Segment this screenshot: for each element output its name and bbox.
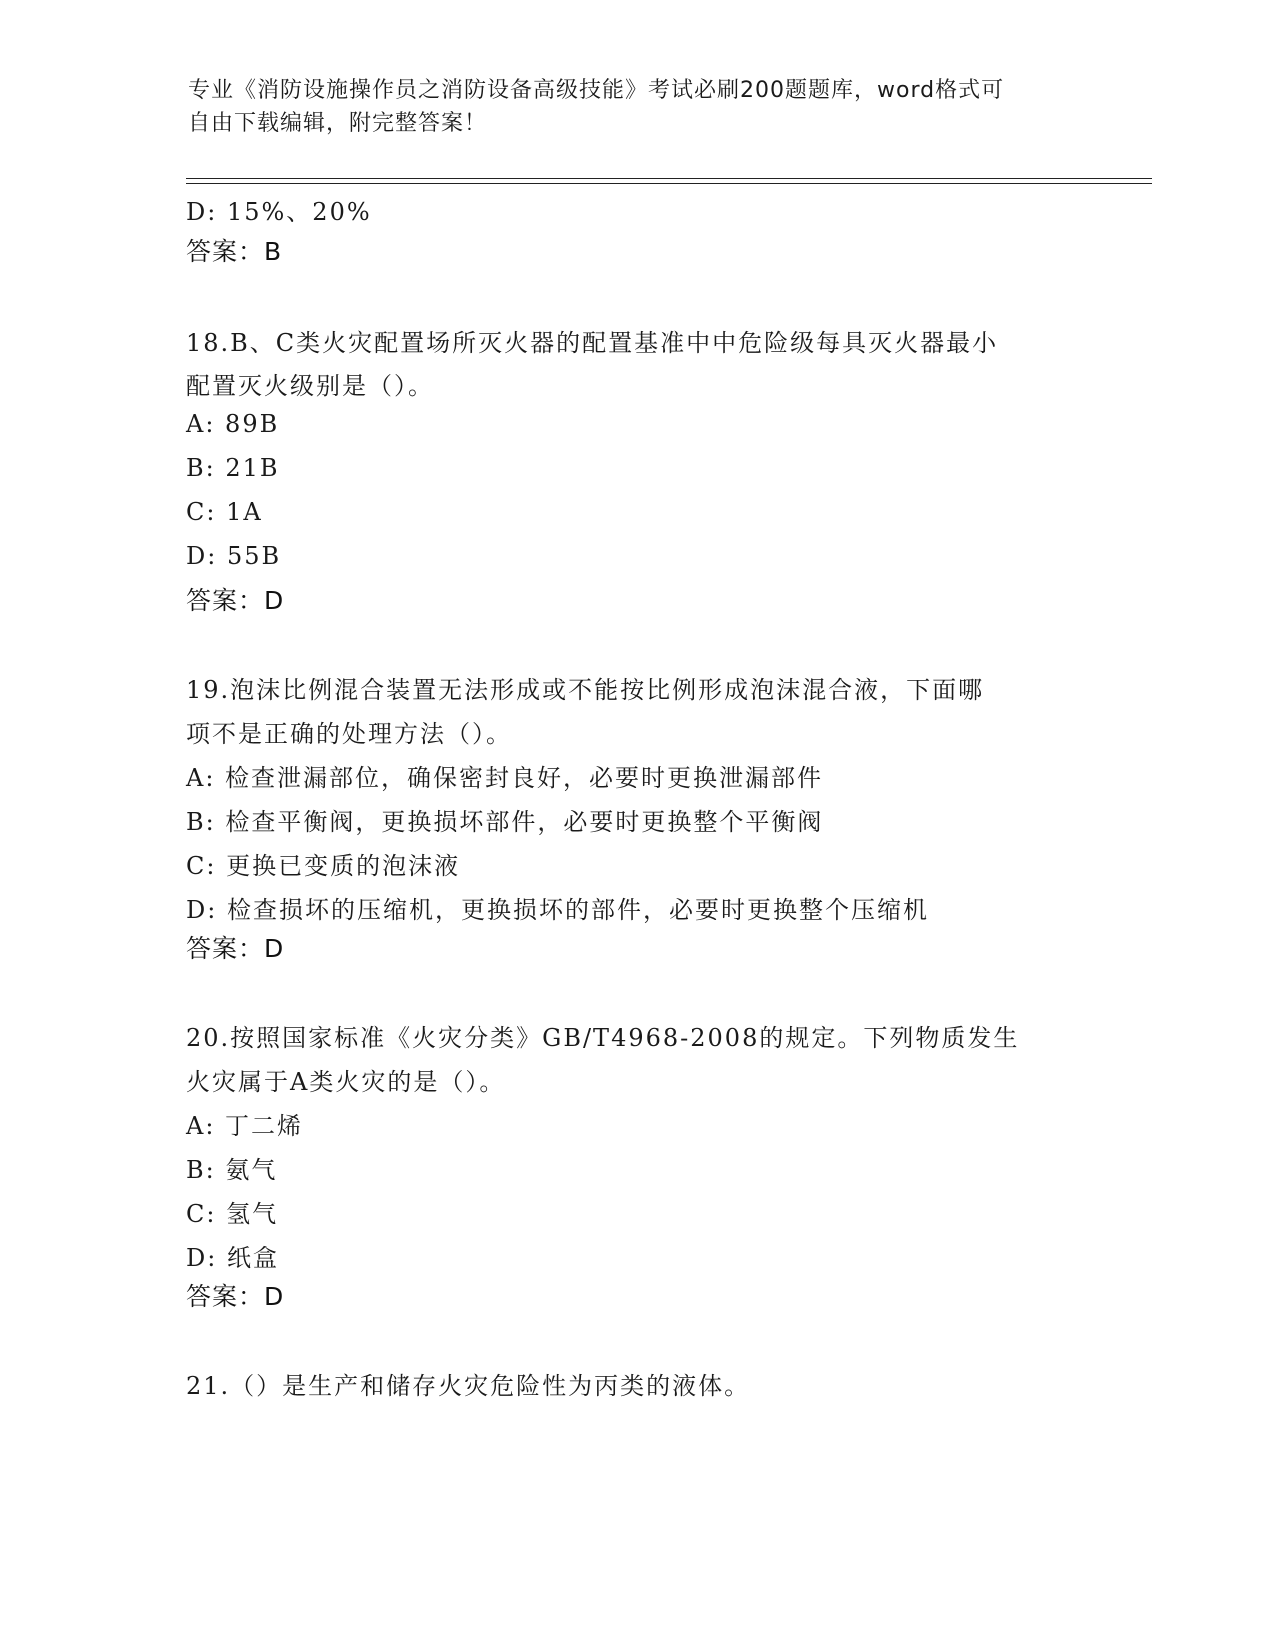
q20-option-a: A: 丁二烯 xyxy=(186,1112,304,1140)
q18-option-d: D: 55B xyxy=(186,542,282,570)
q20-option-b: B: 氨气 xyxy=(186,1156,278,1184)
header-divider-bottom xyxy=(186,183,1152,184)
q19-option-c: C: 更换已变质的泡沫液 xyxy=(186,852,461,880)
q20-stem-line-1: 20.按照国家标准《火灾分类》GB/T4968-2008的规定。下列物质发生 xyxy=(186,1024,1020,1052)
header-line-2: 自由下载编辑，附完整答案！ xyxy=(188,111,488,136)
q19-stem-line-2: 项不是正确的处理方法（）。 xyxy=(186,720,512,748)
q19-option-b: B: 检查平衡阀，更换损坏部件，必要时更换整个平衡阀 xyxy=(186,808,824,836)
q18-option-a: A: 89B xyxy=(186,410,280,438)
q20-option-c: C: 氢气 xyxy=(186,1200,279,1228)
q18-answer: 答案：D xyxy=(186,586,285,615)
q18-option-c: C: 1A xyxy=(186,498,263,526)
q19-option-a: A: 检查泄漏部位，确保密封良好，必要时更换泄漏部件 xyxy=(186,764,824,792)
q20-stem-line-2: 火灾属于A类火灾的是（）。 xyxy=(186,1068,506,1096)
q17-option-d: D: 15%、20% xyxy=(186,198,372,226)
header-line-1: 专业《消防设施操作员之消防设备高级技能》考试必刷200题题库，word格式可 xyxy=(188,78,1005,103)
q19-option-d: D: 检查损坏的压缩机，更换损坏的部件，必要时更换整个压缩机 xyxy=(186,896,929,924)
q18-stem-line-1: 18.B、C类火灾配置场所灭火器的配置基准中中危险级每具灭火器最小 xyxy=(186,329,999,357)
q19-answer: 答案：D xyxy=(186,934,285,963)
q20-answer: 答案：D xyxy=(186,1282,285,1311)
header-divider-top xyxy=(186,178,1152,179)
document-header xyxy=(188,74,1088,140)
q18-option-b: B: 21B xyxy=(186,454,280,482)
q19-stem-line-1: 19.泡沫比例混合装置无法形成或不能按比例形成泡沫混合液，下面哪 xyxy=(186,676,985,704)
q18-stem-line-2: 配置灭火级别是（）。 xyxy=(186,372,434,400)
q17-answer: 答案：B xyxy=(186,237,283,266)
q21-stem-line-1: 21.（）是生产和储存火灾危险性为丙类的液体。 xyxy=(186,1372,751,1400)
q20-option-d: D: 纸盒 xyxy=(186,1244,279,1272)
